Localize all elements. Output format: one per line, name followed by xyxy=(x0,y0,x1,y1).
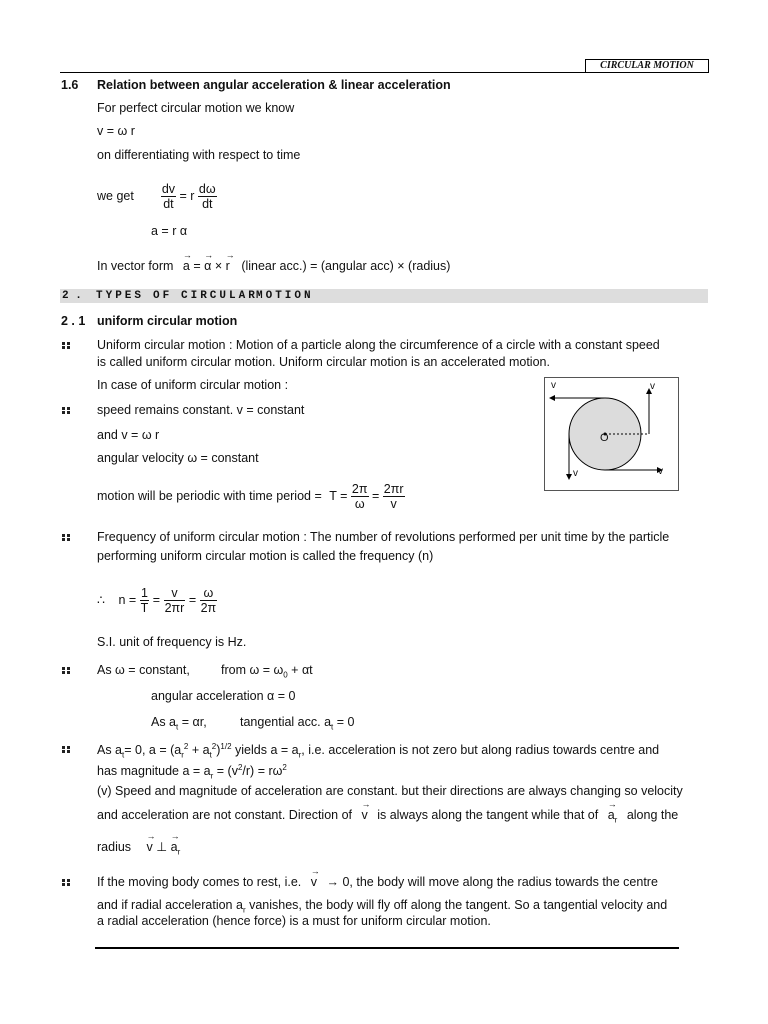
section-2-1-title: uniform circular motion xyxy=(97,314,238,328)
para-perfect-circular: For perfect circular motion we know xyxy=(97,101,295,115)
para-rest-3: a radial acceleration (hence force) is a must for uniform circular motion. xyxy=(97,914,491,928)
vec-a: → a xyxy=(183,259,190,273)
section-1-6-title: Relation between angular acceleration & linear acceleration xyxy=(97,78,451,92)
eq-vector-form: In vector form → a = → α × → r (linear acc.) = (angular acc) × (radius) xyxy=(97,259,450,273)
frac-2pi-omega: $\frac{2\pi}{\omega}$ xyxy=(351,482,368,511)
para-angular-velocity: angular velocity ω = constant xyxy=(97,451,259,465)
circular-motion-figure xyxy=(544,377,679,491)
bullet-icon xyxy=(61,406,71,415)
eq-omega-omega0: from $\omega = \omega_0 + \alpha t$ xyxy=(221,663,313,680)
frac-1-T: $\frac{1}{T}$ xyxy=(140,586,149,615)
footer-rule xyxy=(95,947,679,949)
para-v-omega-r: and v = ω r xyxy=(97,428,160,442)
para-in-case: In case of uniform circular motion : xyxy=(97,378,289,392)
bullet-icon xyxy=(61,745,71,754)
para-radial-acc-1: As $a_t= 0$, $a = (a_r^2 + a_t^2)^{1/2}$ yields $a = a_r$, i.e. acceleration is not zero but along radius towards centre and xyxy=(97,742,660,760)
bullet-icon xyxy=(61,533,71,542)
frac-v-2pir: $\frac{v}{2\pi r}$ xyxy=(164,586,185,615)
para-differentiating: on differentiating with respect to time xyxy=(97,148,301,162)
fig-label-O: O xyxy=(600,432,609,444)
para-speed-constant: speed remains constant. v = constant xyxy=(97,403,305,417)
eq-a-r-alpha: a = r α xyxy=(151,224,188,238)
para-rest-2: and if radial acceleration $a_r$ vanishes, the body will fly off along the tangent. So a tangential velocity and xyxy=(97,898,668,915)
para-rest-1: If the moving body comes to rest, i.e. → v → 0, the body will move along the radius towards the centre xyxy=(97,875,658,889)
eq-time-period: motion will be periodic with time period = T = $\frac{2\pi}{\omega}$ = $\frac{2\pi r}{v}$ xyxy=(97,482,404,511)
para-ucm-def-1: Uniform circular motion : Motion of a particle along the circumference of a circle with a constant speed xyxy=(97,338,660,352)
vec-ar: → $a_r$ xyxy=(608,808,618,825)
eq-tangential-acc: tangential acc. $a_t = 0$ xyxy=(240,715,355,732)
header-rule xyxy=(60,72,708,73)
section-2-number: 2 . xyxy=(62,290,82,302)
fig-label-v-bl: v xyxy=(573,468,578,479)
para-frequency-1: Frequency of uniform circular motion : The number of revolutions performed per unit time by the particle xyxy=(97,530,670,544)
para-si-unit: S.I. unit of frequency is Hz. xyxy=(97,635,247,649)
bullet-icon xyxy=(61,878,71,887)
para-speed-direction-2: and acceleration are not constant. Direction of → v is always along the tangent while that of → $a_r$ along the xyxy=(97,808,678,825)
vec-alpha: → α xyxy=(204,259,211,273)
section-2-1-number: 2 . 1 xyxy=(61,314,86,328)
eq-derivative xyxy=(97,182,217,211)
frac-2pir-v: $\frac{2\pi r}{v}$ xyxy=(383,482,404,511)
vector-form-label: In vector form xyxy=(97,259,174,273)
fig-label-v-tl: v xyxy=(551,380,556,391)
eq-r: = r xyxy=(179,188,195,203)
fig-label-v-tr: v xyxy=(650,381,655,392)
fig-label-v-br: v xyxy=(658,466,663,477)
section-2-heading: 2 . TYPES OF CIRCULAR MOTION xyxy=(60,289,708,303)
vec-v: → v xyxy=(362,808,368,822)
frac-dv-dt: $\frac{dv}{dt}$ xyxy=(161,182,176,211)
eq-at-alpha-r: As $a_t = \alpha r$, xyxy=(151,715,207,732)
chapter-header: CIRCULAR MOTION xyxy=(585,59,709,73)
frac-dw-dt: $\frac{d\omega}{dt}$ xyxy=(198,182,216,211)
para-omega-constant: As ω = constant, xyxy=(97,663,190,677)
para-ucm-def-2: is called uniform circular motion. Uniform circular motion is an accelerated motion. xyxy=(97,355,550,369)
eq-v-omega-r: v = ω r xyxy=(97,124,135,138)
para-radius-perp: radius → v ⊥ → $a_r$ xyxy=(97,839,180,857)
vec-r: → r xyxy=(226,259,230,273)
section-1-6-number: 1.6 xyxy=(61,78,79,92)
para-speed-direction-1: (v) Speed and magnitude of acceleration are constant. but their directions are always changing so velocity xyxy=(97,784,683,798)
bullet-icon xyxy=(61,341,71,350)
bullet-icon xyxy=(61,666,71,675)
frac-omega-2pi: $\frac{\omega}{2\pi}$ xyxy=(200,586,217,615)
eq-frequency: ∴ n = $\frac{1}{T}$ = $\frac{v}{2\pi r}$ = $\frac{\omega}{2\pi}$ xyxy=(97,586,217,615)
vector-form-desc: (linear acc.) = (angular acc) × (radius) xyxy=(241,259,451,273)
para-angular-acc-zero: angular acceleration α = 0 xyxy=(151,689,296,703)
we-get-label: we get xyxy=(97,188,134,203)
para-radial-acc-2: has magnitude $a = a_r = (v^2/r) = r\omega^2$ xyxy=(97,763,287,781)
para-frequency-2: performing uniform circular motion is called the frequency (n) xyxy=(97,549,434,563)
